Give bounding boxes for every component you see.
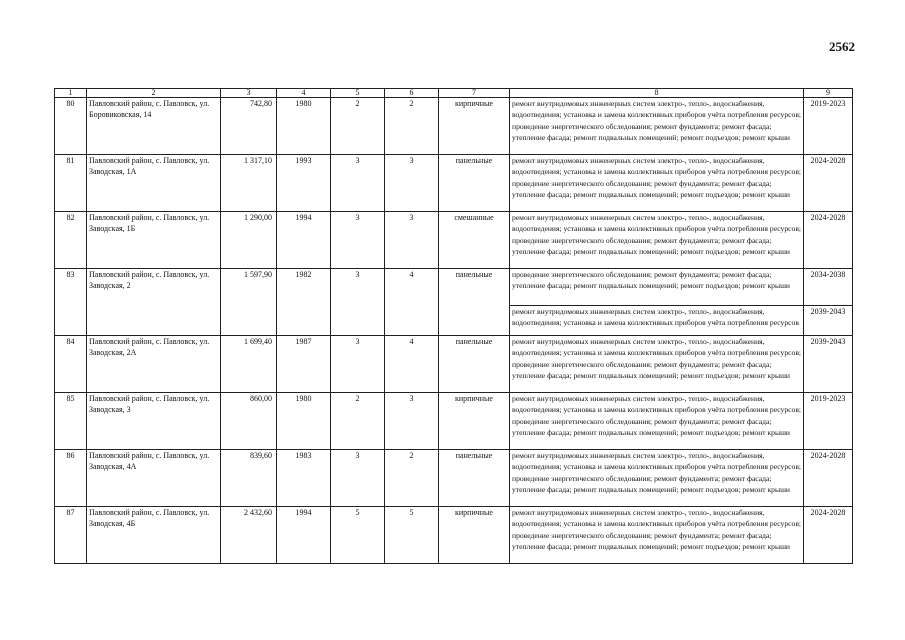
works-cell: ремонт внутридомовых инженерных систем электро-, тепло-, водоснабжения, водоотведения; установка и замена коллективных приборов учёта потребления ресурсов; проведение энергетического обследования; ремонт фундамента; ремонт фасада; утепление фасада; ремонт подвальных помещений; ремонт подъездов; ремонт крыши: [510, 507, 804, 564]
material-cell: смешанные: [439, 212, 510, 269]
table-row: [55, 98, 853, 155]
works-cell: ремонт внутридомовых инженерных систем электро-, тепло-, водоснабжения, водоотведения; установка и замена коллективных приборов учёта потребления ресурсов; проведение энергетического обследования; ремонт фундамента; ремонт фасада; утепление фасада; ремонт подвальных помещений; ремонт подъездов; ремонт крыши: [510, 155, 804, 212]
area-cell: 839,60: [221, 450, 277, 507]
table-row: [55, 393, 853, 450]
column-number: 1: [55, 89, 87, 98]
entrances-cell: 3: [385, 212, 439, 269]
period-cell: 2039-2043: [804, 306, 853, 336]
works-cell: ремонт внутридомовых инженерных систем электро-, тепло-, водоснабжения, водоотведения; установка и замена коллективных приборов учёта потребления ресурсов; проведение энергетического обследования; ремонт фундамента; ремонт фасада; утепление фасада; ремонт подвальных помещений; ремонт подъездов; ремонт крыши: [510, 212, 804, 269]
column-number: 8: [510, 89, 804, 98]
works-cell: ремонт внутридомовых инженерных систем электро-, тепло-, водоснабжения, водоотведения; установка и замена коллективных приборов учёта потребления ресурсов: [510, 306, 804, 336]
column-number: 2: [87, 89, 221, 98]
material-cell: кирпичные: [439, 507, 510, 564]
period-cell: 2034-2038: [804, 269, 853, 306]
table-row: [55, 212, 853, 269]
column-number: 3: [221, 89, 277, 98]
year-cell: 1994: [277, 507, 331, 564]
period-cell: 2019-2023: [804, 98, 853, 155]
material-cell: кирпичные: [439, 393, 510, 450]
entrances-cell: 4: [385, 269, 439, 336]
period-cell: 2024-2028: [804, 212, 853, 269]
area-cell: 1 597,90: [221, 269, 277, 336]
table-body: [55, 98, 853, 564]
address-cell: Павловский район, с. Павловск, ул. Заводская, 1Б: [87, 212, 221, 269]
column-number: 5: [331, 89, 385, 98]
capital-repair-table: [54, 88, 853, 564]
address-cell: Павловский район, с. Павловск, ул. Заводская, 2А: [87, 336, 221, 393]
period-cell: 2039-2043: [804, 336, 853, 393]
row-number-cell: 86: [55, 450, 87, 507]
row-number-cell: 84: [55, 336, 87, 393]
year-cell: 1980: [277, 393, 331, 450]
entrances-cell: 4: [385, 336, 439, 393]
entrances-cell: 5: [385, 507, 439, 564]
row-number-cell: 87: [55, 507, 87, 564]
area-cell: 1 699,40: [221, 336, 277, 393]
column-number: 7: [439, 89, 510, 98]
column-number: 9: [804, 89, 853, 98]
floors-cell: 3: [331, 269, 385, 336]
material-cell: панельные: [439, 155, 510, 212]
floors-cell: 5: [331, 507, 385, 564]
year-cell: 1994: [277, 212, 331, 269]
year-cell: 1987: [277, 336, 331, 393]
entrances-cell: 2: [385, 98, 439, 155]
floors-cell: 2: [331, 393, 385, 450]
table-row: [55, 336, 853, 393]
table-row: [55, 269, 853, 306]
area-cell: 742,80: [221, 98, 277, 155]
address-cell: Павловский район, с. Павловск, ул. Заводская, 4А: [87, 450, 221, 507]
period-cell: 2019-2023: [804, 393, 853, 450]
year-cell: 1983: [277, 450, 331, 507]
area-cell: 860,00: [221, 393, 277, 450]
address-cell: Павловский район, с. Павловск, ул. Заводская, 2: [87, 269, 221, 336]
period-cell: 2024-2028: [804, 450, 853, 507]
works-cell: ремонт внутридомовых инженерных систем электро-, тепло-, водоснабжения, водоотведения; установка и замена коллективных приборов учёта потребления ресурсов; проведение энергетического обследования; ремонт фундамента; ремонт фасада; утепление фасада; ремонт подвальных помещений; ремонт подъездов; ремонт крыши: [510, 393, 804, 450]
area-cell: 1 317,10: [221, 155, 277, 212]
row-number-cell: 82: [55, 212, 87, 269]
floors-cell: 3: [331, 336, 385, 393]
entrances-cell: 2: [385, 450, 439, 507]
entrances-cell: 3: [385, 393, 439, 450]
period-cell: 2024-2028: [804, 155, 853, 212]
table-row: [55, 450, 853, 507]
works-cell: ремонт внутридомовых инженерных систем электро-, тепло-, водоснабжения, водоотведения; установка и замена коллективных приборов учёта потребления ресурсов; проведение энергетического обследования; ремонт фундамента; ремонт фасада; утепление фасада; ремонт подвальных помещений; ремонт подъездов; ремонт крыши: [510, 98, 804, 155]
row-number-cell: 83: [55, 269, 87, 336]
row-number-cell: 80: [55, 98, 87, 155]
page-number: 2562: [829, 39, 855, 54]
column-number: 6: [385, 89, 439, 98]
material-cell: панельные: [439, 336, 510, 393]
area-cell: 1 290,00: [221, 212, 277, 269]
works-cell: проведение энергетического обследования; ремонт фундамента; ремонт фасада; утепление фасада; ремонт подвальных помещений; ремонт подъездов; ремонт крыши: [510, 269, 804, 306]
floors-cell: 3: [331, 155, 385, 212]
works-cell: ремонт внутридомовых инженерных систем электро-, тепло-, водоснабжения, водоотведения; установка и замена коллективных приборов учёта потребления ресурсов; проведение энергетического обследования; ремонт фундамента; ремонт фасада; утепление фасада; ремонт подвальных помещений; ремонт подъездов; ремонт крыши: [510, 336, 804, 393]
floors-cell: 3: [331, 212, 385, 269]
column-number: 4: [277, 89, 331, 98]
works-cell: ремонт внутридомовых инженерных систем электро-, тепло-, водоснабжения, водоотведения; установка и замена коллективных приборов учёта потребления ресурсов; проведение энергетического обследования; ремонт фундамента; ремонт фасада; утепление фасада; ремонт подвальных помещений; ремонт подъездов; ремонт крыши: [510, 450, 804, 507]
period-cell: 2024-2028: [804, 507, 853, 564]
floors-cell: 2: [331, 98, 385, 155]
year-cell: 1982: [277, 269, 331, 336]
material-cell: кирпичные: [439, 98, 510, 155]
table-row: [55, 155, 853, 212]
year-cell: 1980: [277, 98, 331, 155]
row-number-cell: 85: [55, 393, 87, 450]
material-cell: панельные: [439, 450, 510, 507]
address-cell: Павловский район, с. Павловск, ул. Заводская, 1А: [87, 155, 221, 212]
material-cell: панельные: [439, 269, 510, 336]
row-number-cell: 81: [55, 155, 87, 212]
table-row: [55, 507, 853, 564]
year-cell: 1993: [277, 155, 331, 212]
floors-cell: 3: [331, 450, 385, 507]
address-cell: Павловский район, с. Павловск, ул. Заводская, 4Б: [87, 507, 221, 564]
entrances-cell: 3: [385, 155, 439, 212]
column-number-row: [55, 89, 853, 98]
address-cell: Павловский район, с. Павловск, ул. Боровиковская, 14: [87, 98, 221, 155]
address-cell: Павловский район, с. Павловск, ул. Заводская, 3: [87, 393, 221, 450]
area-cell: 2 432,60: [221, 507, 277, 564]
